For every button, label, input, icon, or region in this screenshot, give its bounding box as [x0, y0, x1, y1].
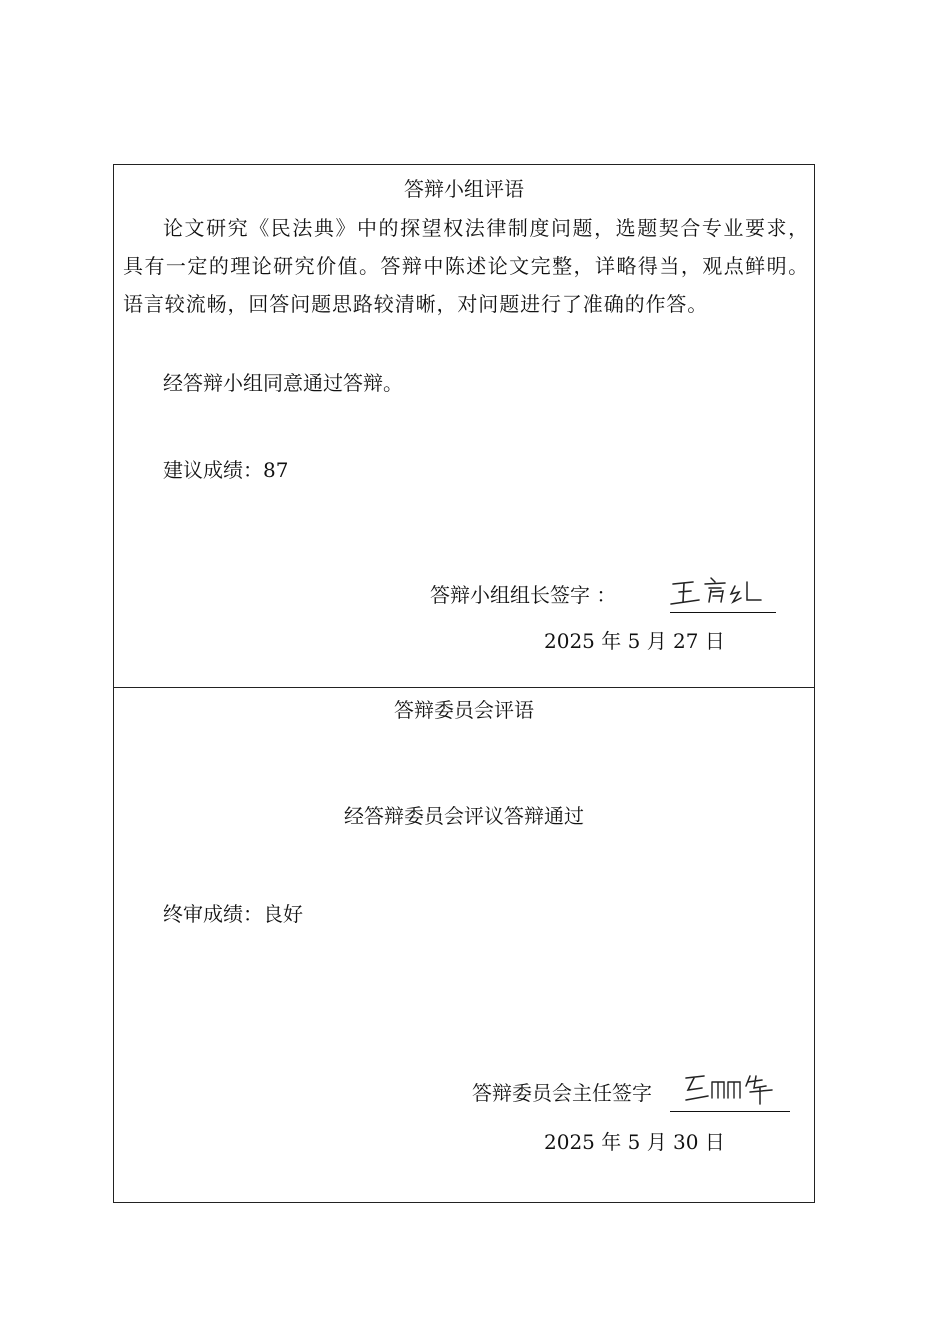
committee-review-title: 答辩委员会评语 — [394, 698, 534, 722]
final-grade: 终审成绩：良好 — [163, 902, 303, 926]
defense-review-form — [113, 164, 815, 1203]
group-review-section — [114, 165, 814, 687]
group-review-title: 答辩小组评语 — [404, 177, 524, 201]
committee-decision: 经答辩委员会评议答辩通过 — [344, 804, 584, 828]
committee-review-section — [114, 687, 814, 1202]
suggested-grade: 建议成绩：87 — [163, 458, 289, 482]
leader-signature-line — [670, 612, 776, 613]
group-review-decision: 经答辩小组同意通过答辩。 — [163, 371, 403, 395]
director-signature-line — [670, 1111, 790, 1112]
director-signature-label: 答辩委员会主任签字 — [472, 1081, 652, 1105]
leader-signature-label: 答辩小组组长签字 ： — [430, 583, 617, 607]
leader-signature — [669, 570, 779, 610]
group-review-comment: 论文研究《民法典》中的探望权法律制度问题，选题契合专业要求，具有一定的理论研究价值。答辩中陈述论文完整，详略得当，观点鲜明。语言较流畅，回答问题思路较清晰，对问题进行了准确的作答。 — [123, 216, 809, 316]
committee-review-date: 2025 年 5 月 30 日 — [544, 1130, 725, 1154]
group-review-date: 2025 年 5 月 27 日 — [544, 629, 725, 653]
director-signature — [682, 1068, 794, 1110]
